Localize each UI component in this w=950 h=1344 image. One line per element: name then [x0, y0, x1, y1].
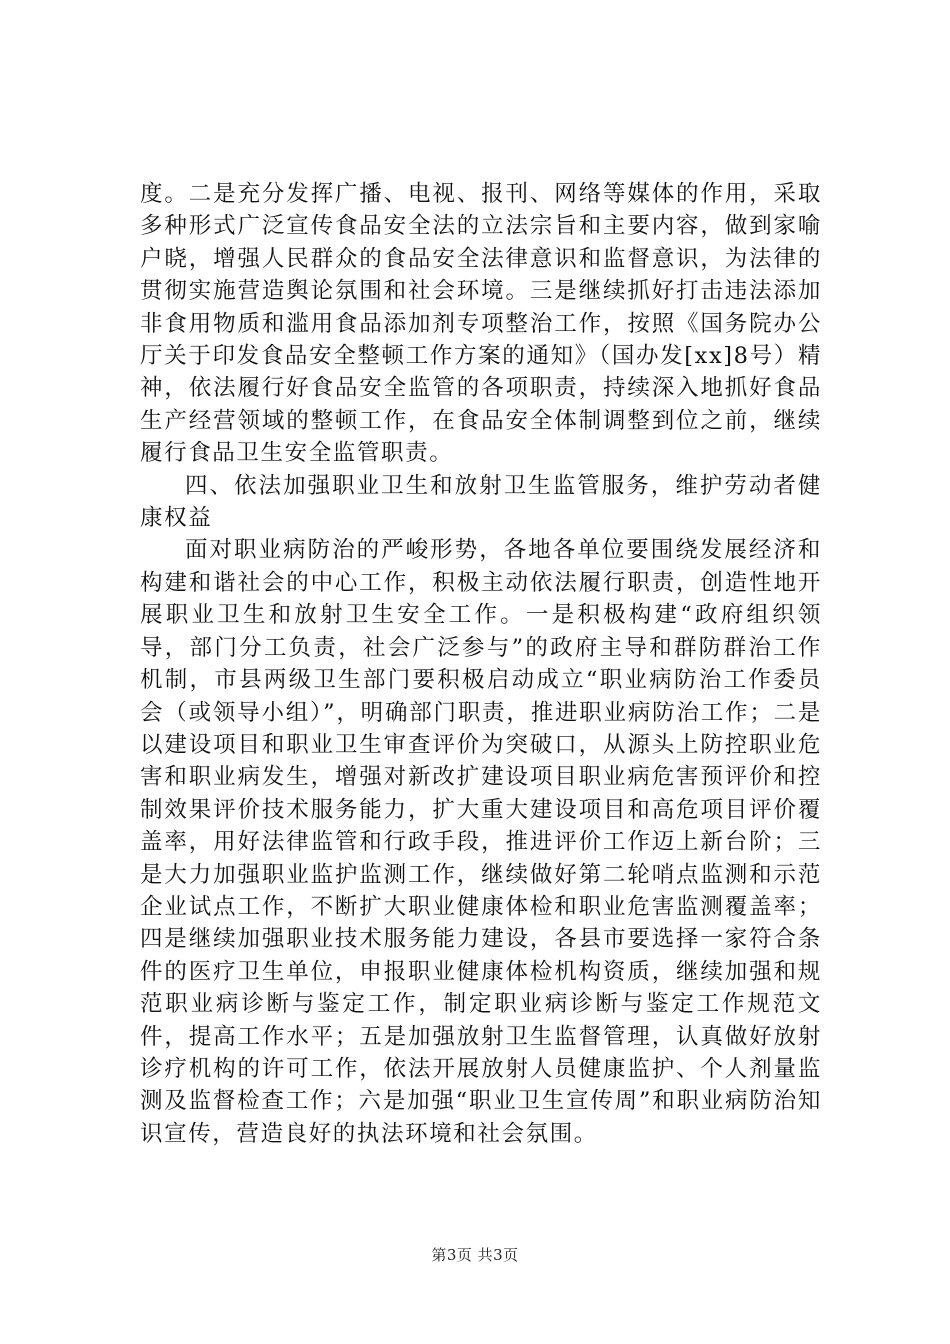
page-number: 第3页 共3页	[431, 1246, 519, 1264]
paragraph-continuation: 度。二是充分发挥广播、电视、报刊、网络等媒体的作用，采取多种形式广泛宣传食品安全法的立法宗旨和主要内容，做到家喻户晓，增强人民群众的食品安全法律意识和监督意识，为法律的贯彻实施营造舆论氛围和社会环境。三是继续抓好打击违法添加非食用物质和滥用食品添加剂专项整治工作，按照《国务院办公厅关于印发食品安全整顿工作方案的通知》（国办发[xx]8号）精神，依法履行好食品安全监管的各项职责，持续深入地抓好食品生产经营领域的整顿工作，在食品安全体制调整到位之前，继续履行食品卫生安全监管职责。	[140, 181, 822, 467]
section-heading: 四、依法加强职业卫生和放射卫生监管服务，维护劳动者健康权益	[140, 472, 822, 532]
document-body	[140, 178, 822, 1150]
page-footer	[0, 1244, 950, 1265]
paragraph-body: 面对职业病防治的严峻形势，各地各单位要围绕发展经济和构建和谐社会的中心工作，积极主动依法履行职责，创造性地开展职业卫生和放射卫生安全工作。一是积极构建“政府组织领导，部门分工负责，社会广泛参与”的政府主导和群防群治工作机制，市县两级卫生部门要积极启动成立“职业病防治工作委员会（或领导小组）”，明确部门职责，推进职业病防治工作；二是以建设项目和职业卫生审查评价为突破口，从源头上防控职业危害和职业病发生，增强对新改扩建设项目职业病危害预评价和控制效果评价技术服务能力，扩大重大建设项目和高危项目评价覆盖率，用好法律监管和行政手段，推进评价工作迈上新台阶；三是大力加强职业监护监测工作，继续做好第二轮哨点监测和示范企业试点工作，不断扩大职业健康体检和职业危害监测覆盖率；四是继续加强职业技术服务能力建设，各县市要选择一家符合条件的医疗卫生单位，申报职业健康体检机构资质，继续加强和规范职业病诊断与鉴定工作，制定职业病诊断与鉴定工作规范文件，提高工作水平；五是加强放射卫生监督管理，认真做好放射诊疗机构的许可工作，依法开展放射人员健康监护、个人剂量监测及监督检查工作；六是加强“职业卫生宣传周”和职业病防治知识宣传，营造良好的执法环境和社会氛围。	[140, 537, 822, 1147]
